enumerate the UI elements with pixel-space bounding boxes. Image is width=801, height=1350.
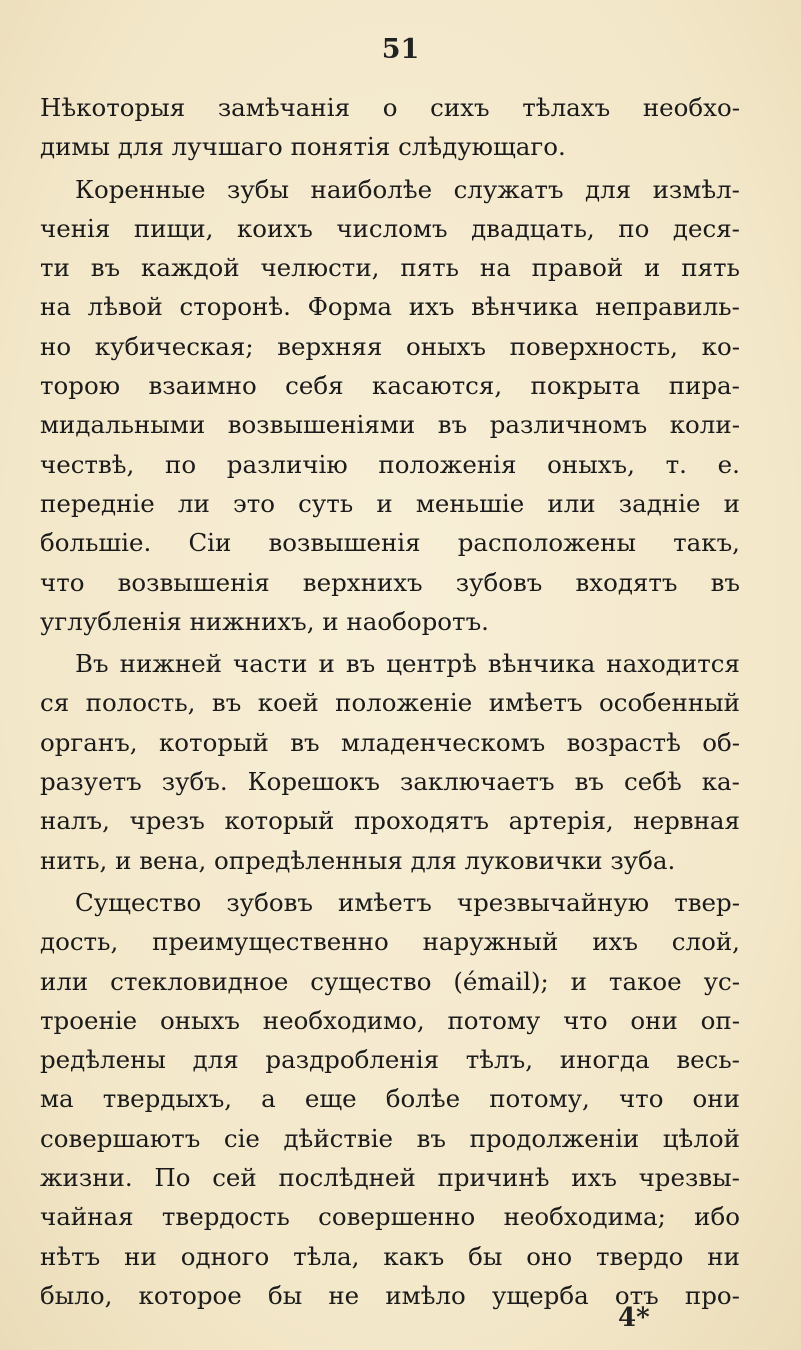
text-line: троеніе оныхъ необходимо, потому что они оп-	[40, 1005, 740, 1035]
text-line: органъ, который въ младенческомъ возрастѣ об-	[40, 727, 740, 757]
text-line: но кубическая; верхняя оныхъ поверхность, ко-	[40, 331, 740, 361]
text-line: нѣтъ ни одного тѣла, какъ бы оно твердо ни	[40, 1241, 740, 1271]
text-line: чайная твердость совершенно необходима; ибо	[40, 1202, 740, 1232]
text-line: Въ нижней части и въ центрѣ вѣнчика находится	[75, 649, 740, 679]
text-line: дость, преимущественно наружный ихъ слой,	[40, 927, 740, 957]
text-line: нить, и вена, опредѣленныя для луковички зуба.	[40, 845, 676, 875]
text-line: жизни. По сей послѣдней причинѣ ихъ чрезвы-	[40, 1163, 740, 1193]
text-line: Существо зубовъ имѣетъ чрезвычайную твер-	[75, 887, 740, 917]
text-line: что возвышенія верхнихъ зубовъ входятъ въ	[40, 567, 740, 597]
text-line: Нѣкоторыя замѣчанія о сихъ тѣлахъ необхо-	[40, 93, 740, 122]
text-line: налъ, чрезъ который проходятъ артерія, нервная	[40, 806, 740, 836]
text-line: разуетъ зубъ. Корешокъ заключаетъ въ себѣ ка-	[40, 767, 740, 797]
text-line: большіе. Сіи возвышенія расположены такъ,	[40, 528, 740, 558]
text-line: ти въ каждой челюсти, пять на правой и пять	[40, 253, 740, 283]
page-number: 51	[381, 34, 420, 65]
text-line: димы для лучшаго понятія слѣдующаго.	[40, 132, 566, 162]
text-line: или стекловидное существо (émail); и такое ус-	[40, 966, 740, 996]
text-line: на лѣвой сторонѣ. Форма ихъ вѣнчика неправиль-	[40, 292, 740, 322]
text-line: ма твердыхъ, а еще болѣе потому, что они	[40, 1084, 740, 1114]
text-line: передніе ли это суть и меньшіе или задніе и	[40, 488, 740, 518]
text-line: было, которое бы не имѣло ущерба отъ про-	[40, 1280, 740, 1310]
text-line: ся полость, въ коей положеніе имѣетъ особенный	[40, 688, 740, 718]
text-line: Коренные зубы наиболѣе служатъ для измѣл-	[75, 174, 740, 204]
text-line: редѣлены для раздробленія тѣлъ, иногда весь-	[40, 1045, 740, 1075]
text-line: чествѣ, по различію положенія оныхъ, т. е.	[40, 449, 740, 479]
text-line: мидальными возвышеніями въ различномъ коли-	[40, 410, 740, 440]
body-text	[40, 88, 740, 1315]
signature-mark: 4*	[618, 1303, 650, 1333]
text-line: совершаютъ сіе дѣйствіе въ продолженіи цѣлой	[40, 1123, 740, 1153]
text-line: торою взаимно себя касаются, покрыта пира-	[40, 371, 740, 401]
text-line: ченія пищи, коихъ числомъ двадцать, по деся-	[40, 213, 740, 243]
text-line: углубленія нижнихъ, и наоборотъ.	[40, 606, 489, 636]
